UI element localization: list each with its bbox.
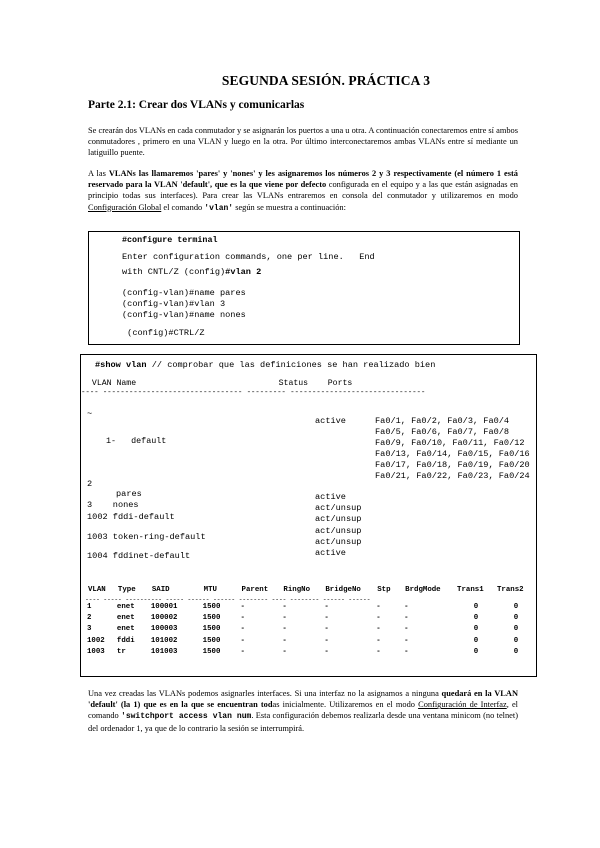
vlan-detail-cell: 0 (473, 648, 479, 657)
col-header: Type (117, 586, 136, 594)
vlan-detail-cell: - (404, 636, 409, 645)
show-vlan-box (80, 354, 537, 677)
intro-paragraph: Se crearán dos VLANs en cada conmutador y se asignarán los puertos a una u otra. A continuación conectaremos entre sí ambos conmutadores , primero en una VLAN y luego en la otra. Por último interconectaremos ambas VLANs entre sí mediante un latiguillo puente. (88, 126, 518, 158)
col-header: RingNo (283, 586, 311, 594)
vlan-detail-cell: - (282, 636, 287, 645)
config-interfaz-term: Configuración de Interfaz (418, 700, 507, 710)
enter-config-line: Enter configuration commands, one per line. End (122, 252, 375, 262)
vlan2-number: 2 (87, 479, 93, 489)
config-commands-box (88, 231, 520, 345)
vlan-detail-cell: - (404, 625, 409, 634)
vlan-detail-cell: - (376, 636, 381, 645)
para2-text-2: configurada en el equipo y a las que están asignadas en principio todas sus interfaces). Para crear las VLANs entraremos en consola del conmutador y utilizaremos en modo (88, 180, 518, 201)
vlan-detail-cell: 0 (473, 614, 479, 623)
section-heading: Parte 2.1: Crear dos VLANs y comunicarlas (88, 99, 305, 111)
col-header: MTU (203, 586, 217, 594)
vlan-detail-cell: 0 (513, 648, 519, 657)
status-value: act/unsup (315, 514, 362, 524)
vlan-detail-header (87, 585, 536, 595)
vlan-command: 'vlan' (204, 203, 234, 213)
switchport-command: 'switchport access vlan num (121, 712, 252, 722)
vlan-detail-cell: 3 (87, 625, 92, 634)
vlan-detail-cell: - (324, 602, 329, 611)
vlan-detail-cell: 0 (513, 614, 519, 623)
vlan-detail-cell: - (282, 602, 287, 611)
vlan-detail-cell: 0 (473, 602, 479, 611)
vlan-detail-row (87, 624, 536, 635)
port-line: Fa0/9, Fa0/10, Fa0/11, Fa0/12 (375, 438, 525, 448)
port-line: Fa0/17, Fa0/18, Fa0/19, Fa0/20 (375, 460, 530, 470)
para3-bold-text: quedará en la VLAN 'default' (la 1) que es en la que se encuentran tod (88, 689, 518, 710)
col-header: SAID (151, 586, 170, 594)
vlan-detail-cell: - (376, 625, 381, 634)
vlan1004-row: 1004 fddinet-default (87, 551, 191, 561)
para2-text-4: según se muestra a continuación: (233, 202, 346, 212)
status-value: active (315, 548, 346, 558)
vlan-detail-cell: enet (116, 602, 135, 611)
port-line: Fa0/21, Fa0/22, Fa0/23, Fa0/24 (375, 471, 530, 481)
vlan-detail-cell: - (324, 648, 329, 657)
vlan-creation-paragraph (88, 168, 518, 214)
vlan-detail-cell: - (324, 625, 329, 634)
configure-terminal-line: #configure terminal (122, 235, 218, 245)
vlan-detail-cell: 1500 (202, 648, 221, 657)
vlan-detail-cell: 0 (473, 625, 479, 634)
default-vlan-label: 1- default (106, 436, 167, 446)
name-pares-line: (config-vlan)#name pares (122, 288, 246, 298)
para2-text-3: el comando (161, 202, 205, 212)
vlan-detail-cell: - (376, 602, 381, 611)
vlan-detail-cell: 1003 (87, 648, 105, 657)
vlan3-line: (config-vlan)#vlan 3 (122, 299, 226, 309)
vlan2-command: #vlan 2 (225, 267, 262, 277)
show-vlan-comment: // comprobar que las definiciones se han realizado bien (146, 360, 436, 370)
para3-text-4: . Esta configuración debemos realizarla desde una ventana minicom (no telnet) del ordenador 1, ya que de lo contrario la sesión se interrumpirá. (88, 711, 519, 733)
vlan-detail-cell: - (376, 614, 381, 623)
status-value: active (315, 492, 346, 502)
vlan-detail-cell: tr (116, 648, 126, 657)
col-header: Stp (377, 586, 391, 594)
vlan-detail-cell: 0 (513, 625, 519, 634)
vlan-detail-cell: - (282, 625, 287, 634)
default-vlan-status: active (315, 416, 346, 426)
vlan-detail-cell: - (282, 648, 287, 657)
vlan-detail-cell: 1500 (202, 636, 221, 645)
port-line: Fa0/13, Fa0/14, Fa0/15, Fa0/16 (375, 449, 530, 459)
vlan-detail-cell: 100002 (150, 614, 178, 623)
vlan-detail-row (87, 612, 536, 623)
vlan-detail-cell: enet (116, 614, 135, 623)
ctrl-z-line: (config)#CTRL/Z (122, 328, 205, 338)
status-value: act/unsup (315, 503, 362, 513)
vlan-table-header: VLAN Name Status Ports (87, 379, 353, 388)
vlan-detail-cell: - (240, 625, 245, 634)
tilde-mark: ~ (87, 409, 93, 419)
status-value: act/unsup (315, 526, 362, 536)
para2-text-1: A las (88, 169, 109, 178)
vlan-detail-cell: 0 (473, 636, 479, 645)
vlan-detail-row (87, 635, 536, 646)
vlan-detail-cell: 1500 (202, 625, 221, 634)
assign-interface-paragraph (88, 688, 518, 734)
vlan-detail-cell: - (324, 614, 329, 623)
vlan-detail-cell: 2 (87, 614, 92, 623)
vlan-detail-cell: - (240, 648, 245, 657)
col-header: BrdgMode (405, 586, 441, 594)
show-vlan-line (95, 360, 435, 370)
col-header: Trans2 (496, 586, 524, 594)
para3-text-3: , el comando (88, 700, 518, 721)
vlan3-row: 3 nones (87, 500, 139, 510)
vlan-detail-dashes: ---- ----- ---------- ----- ------ ------ -------- ---- -------- ------ ------ (85, 596, 371, 603)
port-line: Fa0/5, Fa0/6, Fa0/7, Fa0/8 (375, 427, 510, 437)
para2-bold-text: VLANs las llamaremos 'pares' y 'nones' y les asignaremos los números 2 y 3 respectivamente (el número 1 está reservado para la VLAN 'default', que es la que viene por defecto (88, 169, 518, 190)
col-header: Parent (241, 586, 269, 594)
col-header: BridgeNo (325, 586, 361, 594)
vlan-detail-cell: - (404, 648, 409, 657)
vlan-detail-cell: - (240, 602, 245, 611)
port-line: Fa0/1, Fa0/2, Fa0/3, Fa0/4 (375, 416, 510, 426)
config-global-term: Configuración Global (88, 202, 162, 212)
cntl-z-text: with CNTL/Z (config) (122, 267, 226, 277)
vlan-detail-cell: enet (116, 625, 135, 634)
vlan-detail-cell: fddi (116, 636, 135, 645)
vlan-detail-cell: - (240, 636, 245, 645)
show-vlan-command: #show vlan (95, 360, 147, 370)
page-title: SEGUNDA SESIÓN. PRÁCTICA 3 (221, 73, 431, 88)
status-value: act/unsup (315, 537, 362, 547)
vlan-detail-cell: 100003 (150, 625, 178, 634)
vlan-detail-cell: - (404, 602, 409, 611)
vlan1003-row: 1003 token-ring-default (87, 532, 206, 542)
vlan-detail-cell: 0 (513, 636, 519, 645)
para3-text-1: Una vez creadas las VLANs podemos asignarles interfaces. Si una interfaz no la asignamos a ninguna (88, 689, 442, 698)
vlan-detail-cell: - (324, 636, 329, 645)
vlan1002-row: 1002 fddi-default (87, 512, 175, 522)
vlan-detail-cell: - (404, 614, 409, 623)
cntl-z-line (122, 267, 261, 277)
vlan-detail-row (87, 647, 536, 658)
col-header: VLAN (88, 586, 106, 594)
vlan-detail-cell: - (282, 614, 287, 623)
vlan-detail-cell: 1500 (202, 602, 221, 611)
para3-text-2: as inicialmente. Utilizaremos en el modo (272, 700, 419, 710)
vlan-detail-cell: 1002 (87, 636, 105, 645)
vlan2-name: pares (116, 489, 142, 499)
vlan-detail-cell: 100001 (150, 602, 178, 611)
vlan-detail-cell: - (240, 614, 245, 623)
vlan-detail-cell: - (376, 648, 381, 657)
vlan-detail-cell: 0 (513, 602, 519, 611)
name-nones-line: (config-vlan)#name nones (122, 310, 246, 320)
vlan-detail-cell: 101003 (150, 648, 178, 657)
vlan-detail-cell: 1 (87, 602, 92, 611)
vlan-table-dashes: ---- -------------------------------- --------- ------------------------------- (81, 389, 426, 397)
col-header: Trans1 (457, 586, 484, 594)
vlan-detail-cell: 1500 (202, 614, 221, 623)
vlan-detail-cell: 101002 (150, 636, 178, 645)
